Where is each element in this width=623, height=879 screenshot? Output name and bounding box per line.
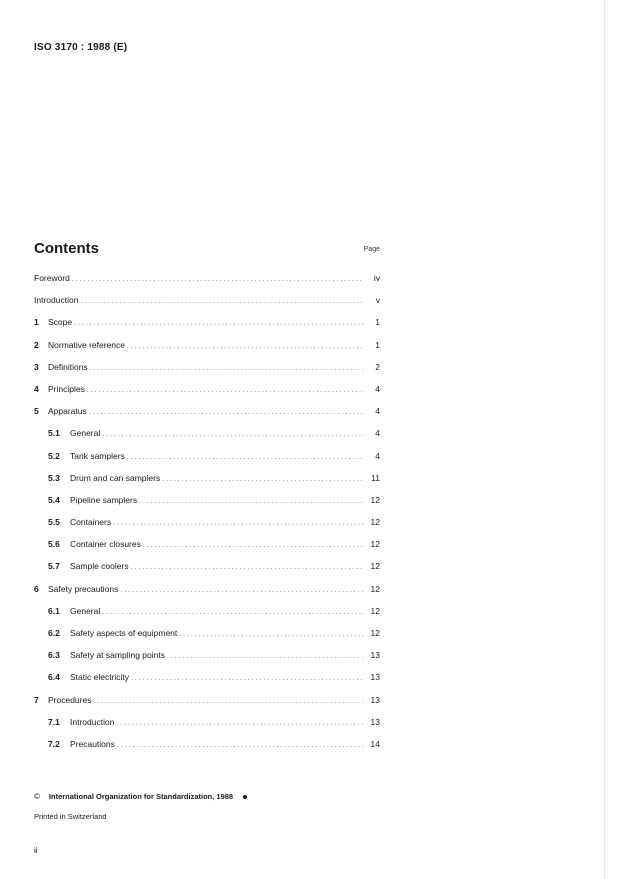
toc-entry-label: Introduction	[70, 716, 115, 727]
copyright-symbol: ©	[34, 792, 40, 801]
toc-leader-dots	[102, 424, 364, 444]
toc-entry-page: 13	[370, 672, 380, 683]
toc-entry-page: 12	[370, 605, 380, 616]
toc-leader-dots	[131, 557, 364, 577]
toc-entry-label: Normative reference	[48, 339, 126, 350]
toc-subentry[interactable]	[34, 445, 380, 467]
toc-entry-label: Procedures	[48, 694, 92, 705]
toc-entry-number: 5.7	[48, 561, 60, 572]
toc-entry-label: Precautions	[70, 738, 115, 749]
toc-subentry[interactable]	[34, 511, 380, 533]
toc-entry-label: Static electricity	[70, 672, 130, 683]
toc-entry-number: 7.2	[48, 738, 60, 749]
toc-entry-label: Principles	[48, 383, 85, 394]
toc-entry-page: 12	[370, 628, 380, 638]
toc-entry-label: Tank samplers	[70, 450, 125, 461]
toc-leader-dots	[127, 447, 364, 467]
toc-entry-page: 11	[371, 472, 380, 483]
toc-entry-number: 5.2	[48, 450, 60, 461]
printed-location: Printed in Switzerland	[34, 812, 107, 821]
toc-subentry[interactable]	[34, 422, 380, 444]
toc-subentry[interactable]	[34, 467, 380, 489]
toc-leader-dots	[89, 402, 364, 422]
toc-subentry[interactable]	[34, 733, 380, 755]
toc-entry-number: 5.6	[48, 539, 60, 550]
toc-entry-number: 6.3	[48, 650, 60, 661]
toc-entry-page: 12	[370, 517, 380, 528]
page-edge-divider	[604, 0, 605, 879]
toc-entry-page: 12	[370, 494, 380, 505]
toc-leader-dots	[143, 535, 364, 555]
document-identifier: ISO 3170 : 1988 (E)	[34, 42, 128, 53]
toc-entry-number: 6	[34, 583, 39, 594]
toc-entry-number: 5.5	[48, 517, 60, 528]
toc-entry-page: 4	[375, 428, 380, 439]
toc-entry-page: 4	[375, 450, 380, 461]
toc-entry[interactable]	[34, 267, 380, 289]
toc-entry-label: Safety at sampling points	[70, 650, 165, 661]
toc-entry-label: Introduction	[34, 295, 79, 306]
toc-entry[interactable]	[34, 356, 380, 378]
toc-entry[interactable]	[34, 400, 380, 422]
toc-entry-label: Containers	[70, 517, 112, 528]
toc-entry-page: 12	[370, 539, 380, 550]
toc-entry-page: 13	[370, 694, 380, 705]
toc-leader-dots	[167, 646, 364, 666]
page-number: ii	[34, 846, 38, 855]
toc-entry-number: 7	[34, 694, 39, 705]
toc-entry-number: 4	[34, 383, 39, 394]
toc-entry-page: 4	[375, 383, 380, 394]
toc-entry[interactable]	[34, 689, 380, 711]
toc-entry-number: 2	[34, 339, 39, 350]
toc-entry-number: 7.1	[48, 716, 60, 727]
toc-leader-dots	[162, 469, 364, 489]
toc-subentry[interactable]	[34, 600, 380, 622]
toc-leader-dots	[87, 380, 364, 400]
toc-entry[interactable]	[34, 334, 380, 356]
toc-entry-page: 4	[375, 406, 380, 417]
copyright-text: International Organization for Standardization, 1988	[48, 792, 234, 801]
toc-entry-label: Container closures	[70, 539, 141, 550]
toc-entry-label: Sample coolers	[70, 561, 129, 572]
copyright-notice	[34, 792, 247, 801]
toc-entry-page: 14	[370, 738, 380, 749]
toc-leader-dots	[72, 269, 364, 289]
toc-entry-number: 6.4	[48, 672, 60, 683]
toc-entry-page: 1	[375, 339, 380, 350]
toc-subentry[interactable]	[34, 489, 380, 511]
toc-entry-number: 3	[34, 361, 39, 372]
toc-entry-page: 2	[375, 361, 380, 372]
toc-entry-number: 1	[34, 317, 39, 328]
toc-entry-label: Foreword	[34, 273, 70, 283]
toc-entry[interactable]	[34, 578, 380, 600]
toc-entry-number: 5.4	[48, 494, 60, 505]
toc-entry-number: 5.1	[48, 428, 60, 439]
toc-entry-page: 12	[370, 561, 380, 572]
toc-subentry[interactable]	[34, 533, 380, 555]
toc-leader-dots	[102, 602, 364, 622]
toc-entry[interactable]	[34, 378, 380, 400]
toc-entry-page: iv	[373, 273, 380, 283]
contents-heading: Contents	[34, 240, 99, 257]
toc-leader-dots	[93, 691, 364, 711]
toc-entry-label: Apparatus	[48, 406, 87, 417]
toc-subentry[interactable]	[34, 622, 380, 644]
toc-entry-page: v	[375, 295, 380, 306]
toc-entry-label: General	[70, 428, 101, 439]
toc-entry-label: General	[70, 605, 101, 616]
toc-subentry[interactable]	[34, 711, 380, 733]
toc-entry-label: Safety aspects of equipment	[70, 628, 178, 638]
page-column-label: Page	[363, 246, 380, 253]
toc-entry-page: 13	[370, 716, 380, 727]
toc-entry-label: Definitions	[48, 361, 88, 372]
toc-leader-dots	[113, 513, 364, 533]
toc-entry[interactable]	[34, 289, 380, 311]
toc-entry-number: 6.2	[48, 628, 60, 638]
toc-leader-dots	[179, 624, 364, 644]
toc-leader-dots	[90, 358, 364, 378]
table-of-contents	[34, 267, 380, 755]
toc-leader-dots	[80, 291, 364, 311]
toc-entry-number: 5.3	[48, 472, 60, 483]
toc-entry-label: Scope	[48, 317, 73, 328]
toc-subentry[interactable]	[34, 644, 380, 666]
toc-entry-label: Drum and can samplers	[70, 472, 161, 483]
toc-leader-dots	[74, 313, 364, 333]
toc-entry-page: 1	[375, 317, 380, 328]
toc-leader-dots	[117, 735, 364, 755]
toc-subentry[interactable]	[34, 555, 380, 577]
toc-leader-dots	[120, 580, 364, 600]
toc-entry-page: 12	[370, 583, 380, 594]
toc-leader-dots	[116, 713, 364, 733]
toc-entry[interactable]	[34, 311, 380, 333]
toc-entry-number: 6.1	[48, 605, 60, 616]
toc-subentry[interactable]	[34, 666, 380, 688]
toc-leader-dots	[131, 668, 364, 688]
toc-leader-dots	[139, 491, 364, 511]
toc-entry-label: Pipeline samplers	[70, 494, 138, 505]
toc-entry-page: 13	[370, 650, 380, 661]
toc-entry-label: Safety precautions	[48, 583, 119, 594]
bullet-icon	[243, 795, 247, 799]
toc-leader-dots	[127, 336, 364, 356]
toc-entry-number: 5	[34, 406, 39, 417]
